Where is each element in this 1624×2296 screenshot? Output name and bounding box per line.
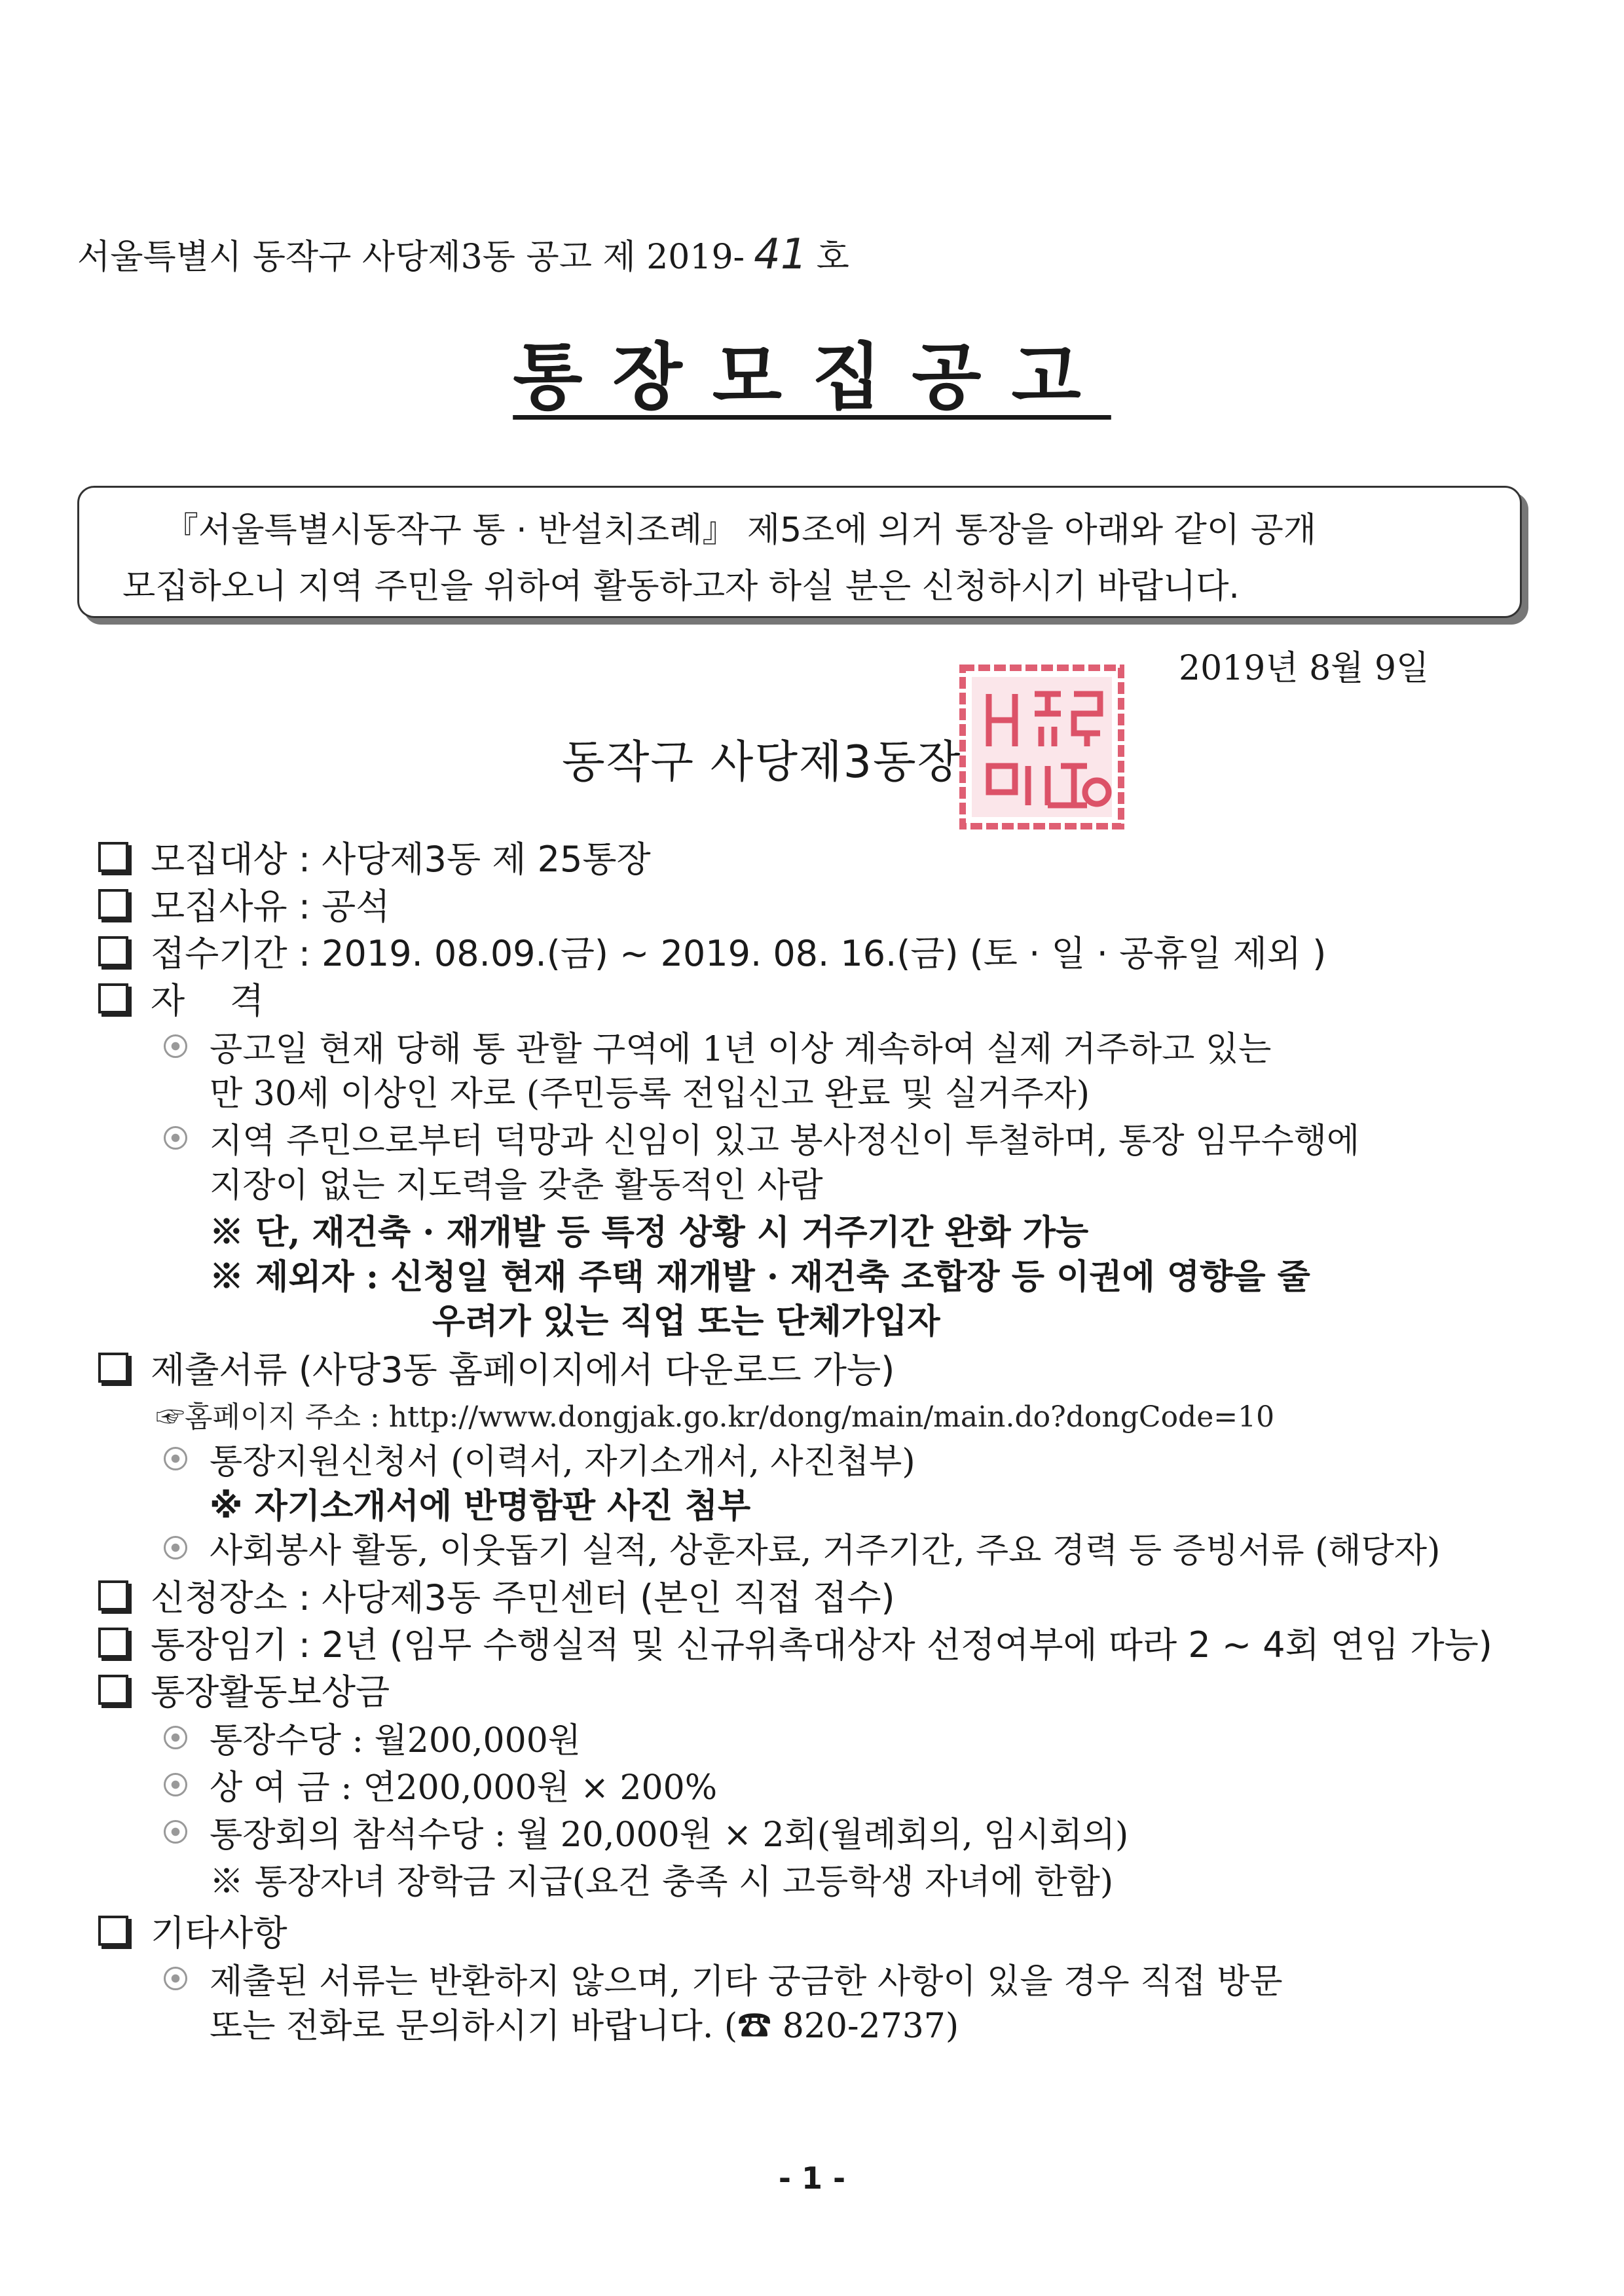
notice-prefix: 서울특별시 동작구 사당제3동 공고 제 2019- xyxy=(77,238,745,277)
compensation-item-3 xyxy=(164,1807,1128,1856)
checkbox-icon xyxy=(98,1628,128,1658)
qualification-note-1: ※ 단, 재건축 · 재개발 등 특정 상황 시 거주기간 완화 가능 xyxy=(210,1212,1089,1252)
checkbox-icon xyxy=(98,1916,128,1946)
qualification-item-1 xyxy=(164,1021,1271,1070)
checkbox-icon xyxy=(98,936,128,966)
circle-bullet-icon xyxy=(164,1034,187,1058)
qualification-note-2-line-1: ※ 제외자 : 신청일 현재 주택 재개발 · 재건축 조합장 등 이권에 영향을 줄 xyxy=(210,1257,1310,1297)
compensation-item-2-text: 상 여 금 : 연200,000원 × 200% xyxy=(210,1768,718,1808)
documents-note: ※ 자기소개서에 반명함판 사진 첨부 xyxy=(210,1487,751,1526)
circle-bullet-icon xyxy=(164,1447,187,1470)
qualification-item-1-line-2: 만 30세 이상인 자로 (주민등록 전입신고 완료 및 실거주자) xyxy=(210,1074,1090,1114)
circle-bullet-icon xyxy=(164,1967,187,1990)
compensation-item-2 xyxy=(164,1760,717,1809)
section-qualification xyxy=(98,973,264,1023)
application-place-text: 신청장소 : 사당제3동 주민센터 (본인 직접 접수) xyxy=(151,1577,895,1618)
checkbox-icon xyxy=(98,889,128,919)
documents-label: 제출서류 (사당3동 홈페이지에서 다운로드 가능) xyxy=(151,1349,895,1391)
recruit-target-text: 모집대상 : 사당제3동 제 25통장 xyxy=(151,839,651,880)
compensation-item-1 xyxy=(164,1713,581,1762)
other-item-1-line-2: 또는 전화로 문의하시기 바랍니다. (☎ 820-2737) xyxy=(210,2007,959,2046)
checkbox-icon xyxy=(98,1580,128,1611)
homepage-url: ☞홈페이지 주소 : http://www.dongjak.go.kr/dong/main/main.do?dongCode=10 xyxy=(156,1400,1275,1434)
circle-bullet-icon xyxy=(164,1820,187,1844)
qualification-item-1-line-1: 공고일 현재 당해 통 관할 구역에 1년 이상 계속하여 실제 거주하고 있는 xyxy=(210,1030,1272,1069)
checkbox-icon xyxy=(98,842,128,872)
other-label: 기타사항 xyxy=(151,1912,287,1954)
circle-bullet-icon xyxy=(164,1126,187,1150)
section-recruit-target xyxy=(98,831,651,882)
application-period-text: 접수기간 : 2019. 08.09.(금) ~ 2019. 08. 16.(금) (토 · 일 · 공휴일 제외 ) xyxy=(151,933,1327,974)
circle-bullet-icon xyxy=(164,1726,187,1749)
qualification-item-2-line-1: 지역 주민으로부터 덕망과 신임이 있고 봉사정신이 투철하며, 통장 임무수행에 xyxy=(210,1121,1360,1161)
term-text: 통장임기 : 2년 (임무 수행실적 및 신규위촉대상자 선정여부에 따라 2 ~ 4회 연임 가능) xyxy=(151,1624,1492,1666)
checkbox-icon xyxy=(98,1675,128,1705)
official-seal-stamp xyxy=(956,661,1128,833)
notice-suffix: 호 xyxy=(816,238,849,277)
compensation-item-1-text: 통장수당 : 월200,000원 xyxy=(210,1721,581,1760)
documents-item-1-text: 통장지원신청서 (이력서, 자기소개서, 사진첩부) xyxy=(210,1442,915,1482)
section-application-place xyxy=(98,1570,895,1620)
page-number: - 1 - xyxy=(778,2160,846,2196)
compensation-note: ※ 통장자녀 장학금 지급(요건 충족 시 고등학생 자녀에 한함) xyxy=(210,1863,1114,1902)
handwritten-notice-number: 41 xyxy=(754,230,807,279)
section-term xyxy=(98,1617,1492,1667)
notice-date: 2019년 8월 9일 xyxy=(1179,649,1430,688)
qualification-note-2-line-2: 우려가 있는 직업 또는 단체가입자 xyxy=(432,1302,940,1341)
qualification-item-2-line-2: 지장이 없는 지도력을 갖춘 활동적인 사람 xyxy=(210,1166,823,1205)
other-item-1-line-1: 제출된 서류는 반환하지 않으며, 기타 궁금한 사항이 있을 경우 직접 방문 xyxy=(210,1962,1283,2001)
circle-bullet-icon xyxy=(164,1536,187,1559)
section-application-period xyxy=(98,926,1326,976)
circle-bullet-icon xyxy=(164,1773,187,1796)
qualification-label: 자 격 xyxy=(151,980,264,1021)
compensation-label: 통장활동보상금 xyxy=(151,1671,390,1713)
section-compensation xyxy=(98,1664,390,1715)
other-item-1 xyxy=(164,1954,1283,2003)
intro-line-1: 『서울특별시동작구 통 · 반설치조례』 제5조에 의거 통장을 아래와 같이 공개 xyxy=(164,511,1317,550)
intro-box xyxy=(77,486,1522,618)
documents-item-2 xyxy=(164,1523,1440,1572)
compensation-item-3-text: 통장회의 참석수당 : 월 20,000원 × 2회(월례회의, 임시회의) xyxy=(210,1815,1129,1855)
checkbox-icon xyxy=(98,983,128,1013)
documents-item-2-text: 사회봉사 활동, 이웃돕기 실적, 상훈자료, 거주기간, 주요 경력 등 증빙서류 (해당자) xyxy=(210,1531,1441,1571)
qualification-item-2 xyxy=(164,1113,1359,1162)
recruit-reason-text: 모집사유 : 공석 xyxy=(151,886,390,927)
issuer-name: 동작구 사당제3동장 xyxy=(562,737,962,788)
intro-line-2: 모집하오니 지역 주민을 위하여 활동하고자 하실 분은 신청하시기 바랍니다. xyxy=(122,567,1240,606)
section-documents xyxy=(98,1342,895,1393)
section-other xyxy=(98,1905,287,1956)
notice-number-line xyxy=(77,229,849,279)
page-title: 통장모집공고 xyxy=(513,335,1111,419)
documents-item-1 xyxy=(164,1434,915,1483)
checkbox-icon xyxy=(98,1353,128,1383)
section-recruit-reason xyxy=(98,879,390,929)
